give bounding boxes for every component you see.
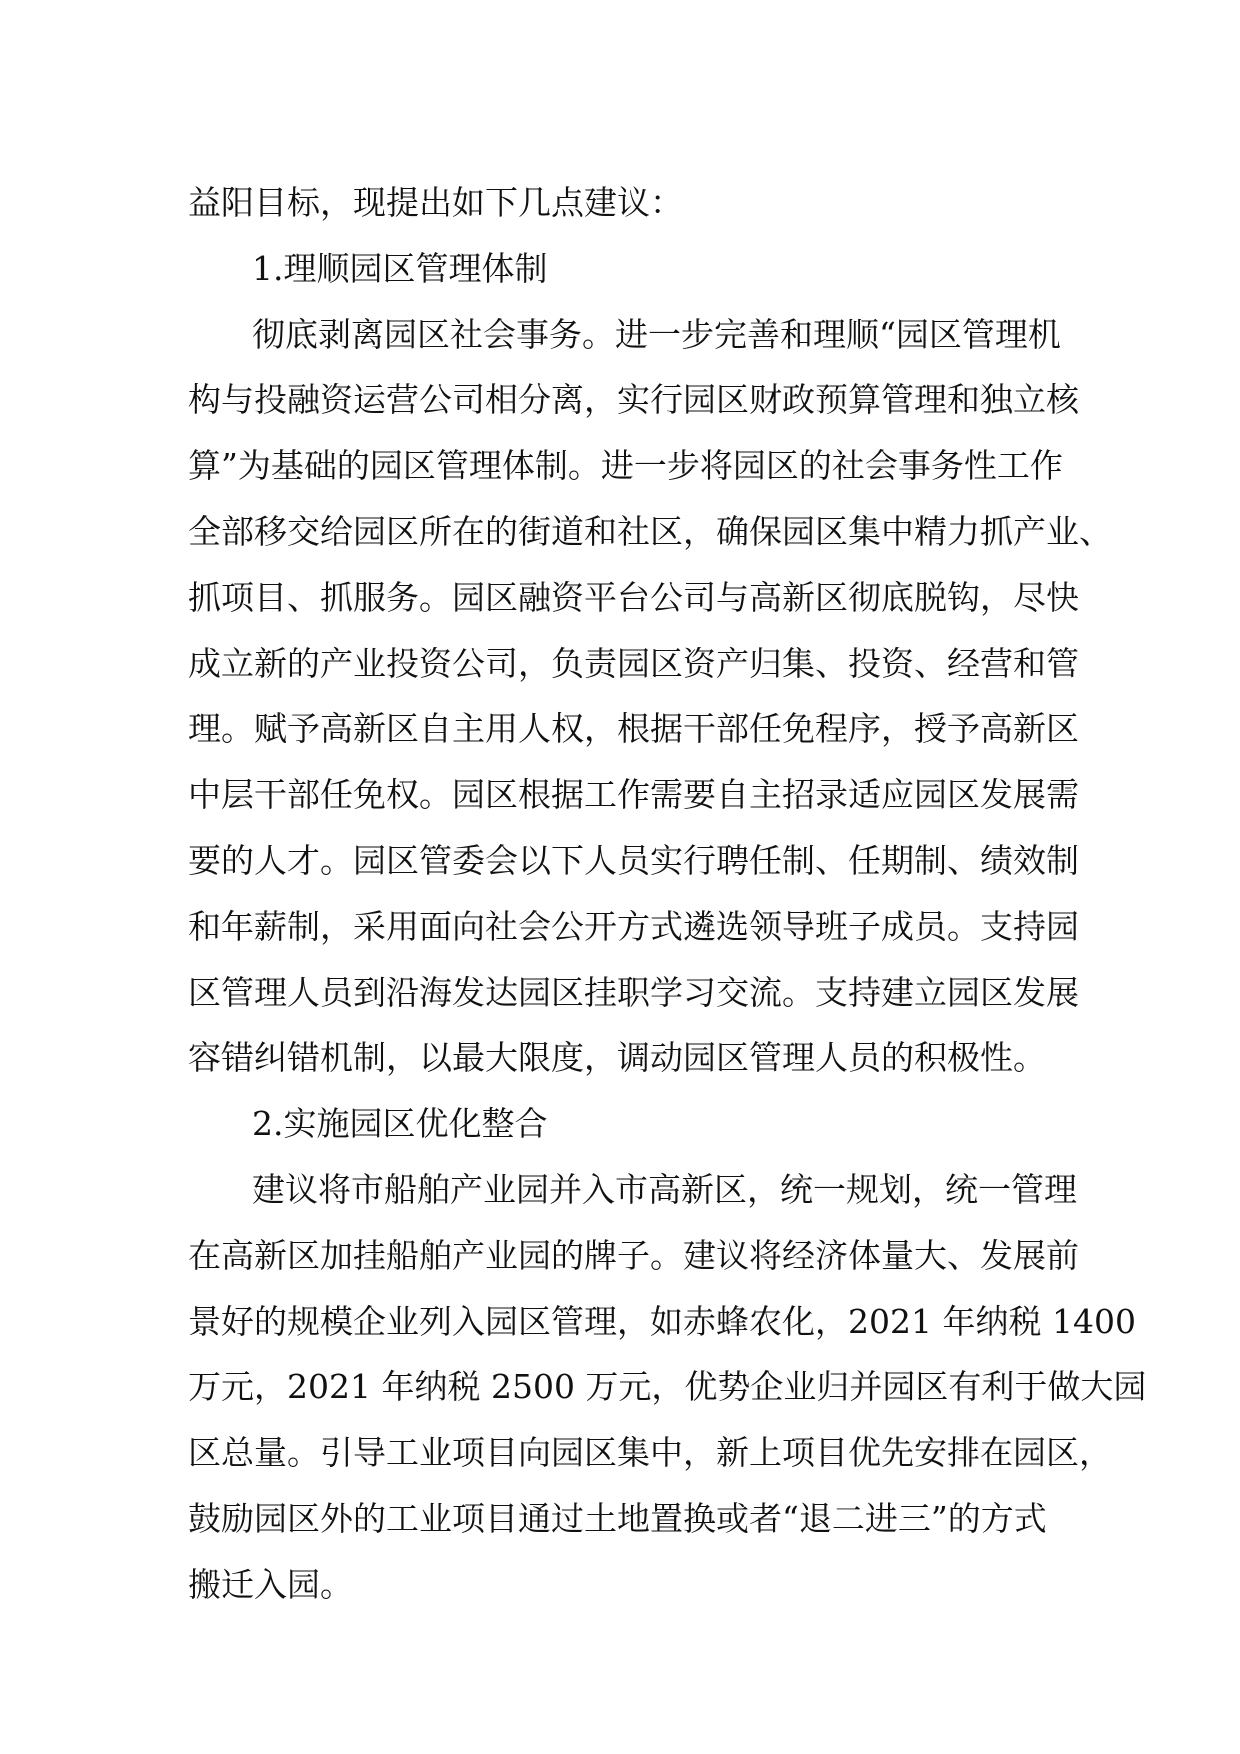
text-line-12: 和年薪制，采用面向社会公开方式遴选领导班子成员。支持园 (188, 906, 1079, 946)
text-line-9: 理。赋予高新区自主用人权，根据干部任免程序，授予高新区 (188, 709, 1079, 749)
text-line-19: 万元，2021 年纳税 2500 万元，优势企业归并园区有利于做大园 (188, 1367, 1147, 1407)
text-line-11: 要的人才。园区管委会以下人员实行聘任制、任期制、绩效制 (188, 840, 1079, 880)
text-line-1: 益阳目标，现提出如下几点建议： (188, 183, 683, 222)
text-line-21: 鼓励园区外的工业项目通过土地置换或者“退二进三”的方式 (188, 1498, 1047, 1538)
document-body (188, 170, 1147, 1618)
text-line-4: 构与投融资运营公司相分离，实行园区财政预算管理和独立核 (188, 380, 1079, 420)
text-line-16: 建议将市船舶产业园并入市高新区，统一规划，统一管理 (252, 1169, 1077, 1209)
text-line-22: 搬迁入园。 (188, 1564, 353, 1604)
text-line-3: 彻底剥离园区社会事务。进一步完善和理顺“园区管理机 (252, 314, 1061, 354)
text-line-7: 抓项目、抓服务。园区融资平台公司与高新区彻底脱钩，尽快 (188, 577, 1079, 617)
text-line-20: 区总量。引导工业项目向园区集中，新上项目优先安排在园区， (188, 1433, 1112, 1473)
text-line-5: 算”为基础的园区管理体制。进一步将园区的社会事务性工作 (188, 446, 1063, 486)
section-heading-1: 1.理顺园区管理体制 (252, 248, 548, 288)
text-line-6: 全部移交给园区所在的街道和社区，确保园区集中精力抓产业、 (188, 511, 1112, 551)
section-heading-2: 2.实施园区优化整合 (252, 1104, 548, 1144)
text-line-8: 成立新的产业投资公司，负责园区资产归集、投资、经营和管 (188, 643, 1079, 683)
text-line-13: 区管理人员到沿海发达园区挂职学习交流。支持建立园区发展 (188, 972, 1079, 1012)
text-line-18: 景好的规模企业列入园区管理，如赤蜂农化，2021 年纳税 1400 (188, 1301, 1136, 1341)
text-line-17: 在高新区加挂船舶产业园的牌子。建议将经济体量大、发展前 (188, 1235, 1079, 1275)
text-line-14: 容错纠错机制，以最大限度，调动园区管理人员的积极性。 (188, 1038, 1046, 1078)
text-line-10: 中层干部任免权。园区根据工作需要自主招录适应园区发展需 (188, 775, 1079, 815)
